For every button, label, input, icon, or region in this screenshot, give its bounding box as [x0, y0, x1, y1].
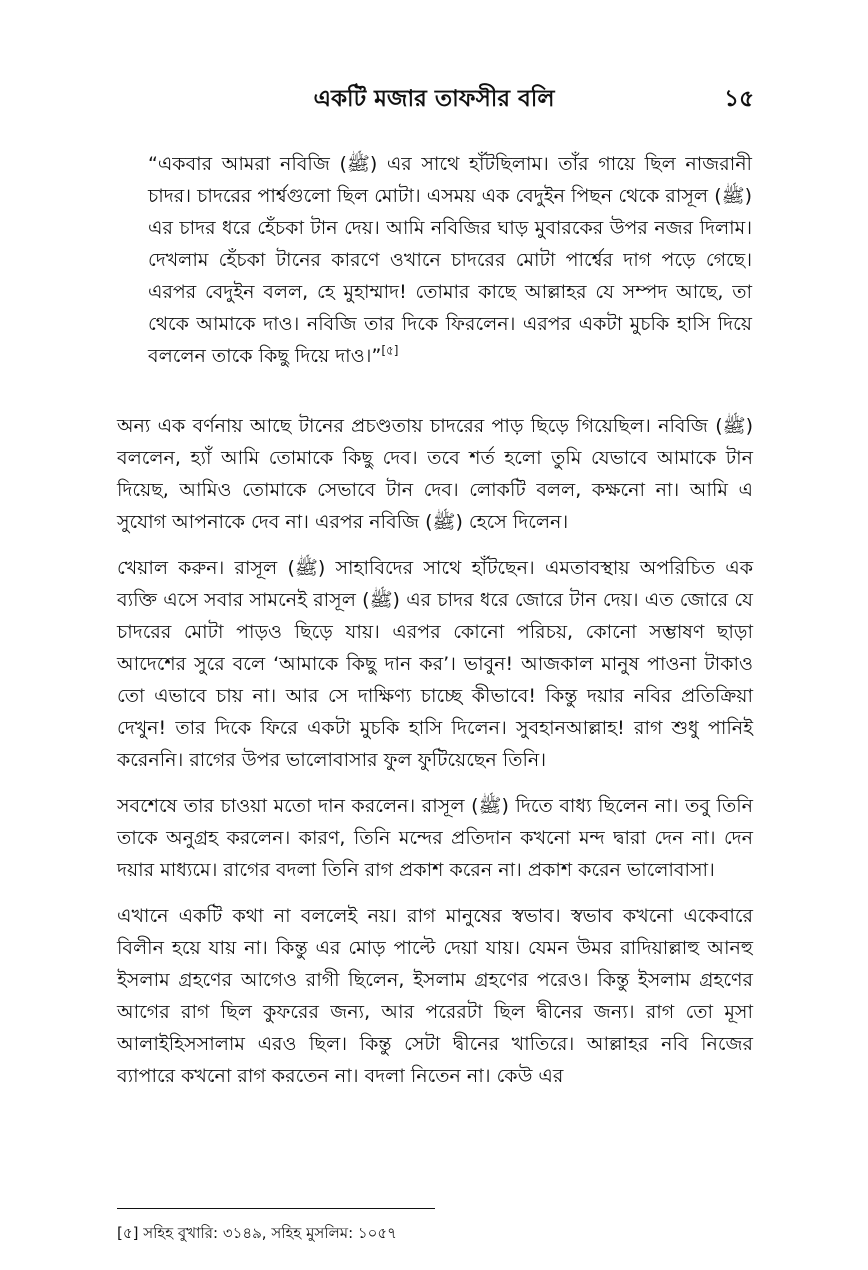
paragraph: সবশেষে তার চাওয়া মতো দান করলেন। রাসূল (ﷺ) দিতে বাধ্য ছিলেন না। তবু তিনি তাকে অনুগ্রহ করলেন। কারণ, তিনি মন্দের প্রতিদান কখনো মন্দ দ্বারা দেন না। দেন দয়ার মাধ্যমে। রাগের বদলা তিনি রাগ প্রকাশ করেন না। প্রকাশ করেন ভালোবাসা। — [117, 795, 753, 881]
quote-text: “একবার আমরা নবিজি (ﷺ) এর সাথে হাঁটছিলাম। তাঁর গায়ে ছিল নাজরানী চাদর। চাদরের পার্শ্বগুলো ছিল মোটা। এসময় এক বেদুইন পিছন থেকে রাসূল (ﷺ) এর চাদর ধরে হেঁচকা টান দেয়। আমি নবিজির ঘাড় মুবারকের উপর নজর দিলাম। দেখলাম হেঁচকা টানের কারণে ওখানে চাদরের মোটা পার্শ্বের দাগ পড়ে গেছে। এরপর বেদুইন বলল, হে মুহাম্মাদ! তোমার কাছে আল্লাহর যে সম্পদ আছে, তা থেকে আমাকে দাও। নবিজি তার দিকে ফিরলেন। এরপর একটা মুচকি হাসি দিয়ে বললেন তাকে কিছু দিয়ে দাও।” — [148, 153, 752, 367]
footnote-divider — [117, 1208, 435, 1209]
paragraph: এখানে একটি কথা না বললেই নয়। রাগ মানুষের স্বভাব। স্বভাব কখনো একেবারে বিলীন হয়ে যায় না। কিন্তু এর মোড় পাল্টে দেয়া যায়। যেমন উমর রাদিয়াল্লাহু আনহু ইসলাম গ্রহণের আগেও রাগী ছিলেন, ইসলাম গ্রহণের পরেও। কিন্তু ইসলাম গ্রহণের আগের রাগ ছিল কুফরের জন্য, আর পরেরটা ছিল দ্বীনের জন্য। রাগ তো মূসা আলাইহিসসালাম এরও ছিল। কিন্তু সেটা দ্বীনের খাতিরে। আল্লাহর নবি নিজের ব্যাপারে কখনো রাগ করতেন না। বদলা নিতেন না। কেউ এর — [117, 905, 753, 1087]
running-title: একটি মজার তাফসীর বলি — [313, 86, 555, 112]
paragraph: অন্য এক বর্ণনায় আছে টানের প্রচণ্ডতায় চাদরের পাড় ছিড়ে গিয়েছিল। নবিজি (ﷺ) বললেন, হ্যাঁ আমি তোমাকে কিছু দেব। তবে শর্ত হলো তুমি যেভাবে আমাকে টান দিয়েছ, আমিও তোমাকে সেভাবে টান দেব। লোকটি বলল, কক্ষনো না। আমি এ সুযোগ আপনাকে দেব না। এরপর নবিজি (ﷺ) হেসে দিলেন। — [117, 415, 753, 533]
paragraph: খেয়াল করুন। রাসূল (ﷺ) সাহাবিদের সাথে হাঁটছেন। এমতাবস্থায় অপরিচিত এক ব্যক্তি এসে সবার সামনেই রাসূল (ﷺ) এর চাদর ধরে জোরে টান দেয়। এত জোরে যে চাদরের মোটা পাড়ও ছিড়ে যায়। এরপর কোনো পরিচয়, কোনো সম্ভাষণ ছাড়া আদেশের সুরে বলে ‘আমাকে কিছু দান কর’। ভাবুন! আজকাল মানুষ পাওনা টাকাও তো এভাবে চায় না। আর সে দাক্ষিণ্য চাচ্ছে কীভাবে! কিন্তু দয়ার নবির প্রতিক্রিয়া দেখুন! তার দিকে ফিরে একটা মুচকি হাসি দিলেন। সুবহানআল্লাহ! রাগ শুধু পানিই করেননি। রাগের উপর ভালোবাসার ফুল ফুটিয়েছেন তিনি। — [117, 557, 753, 771]
hadith-quote — [148, 148, 752, 372]
footnote: [৫] সহিহ বুখারি: ৩১৪৯, সহিহ মুসলিম: ১০৫৭ — [117, 1224, 397, 1242]
footnote-reference[interactable]: [৫] — [381, 343, 399, 358]
page-number: ১৫ — [724, 86, 754, 112]
body-text — [117, 410, 753, 1106]
